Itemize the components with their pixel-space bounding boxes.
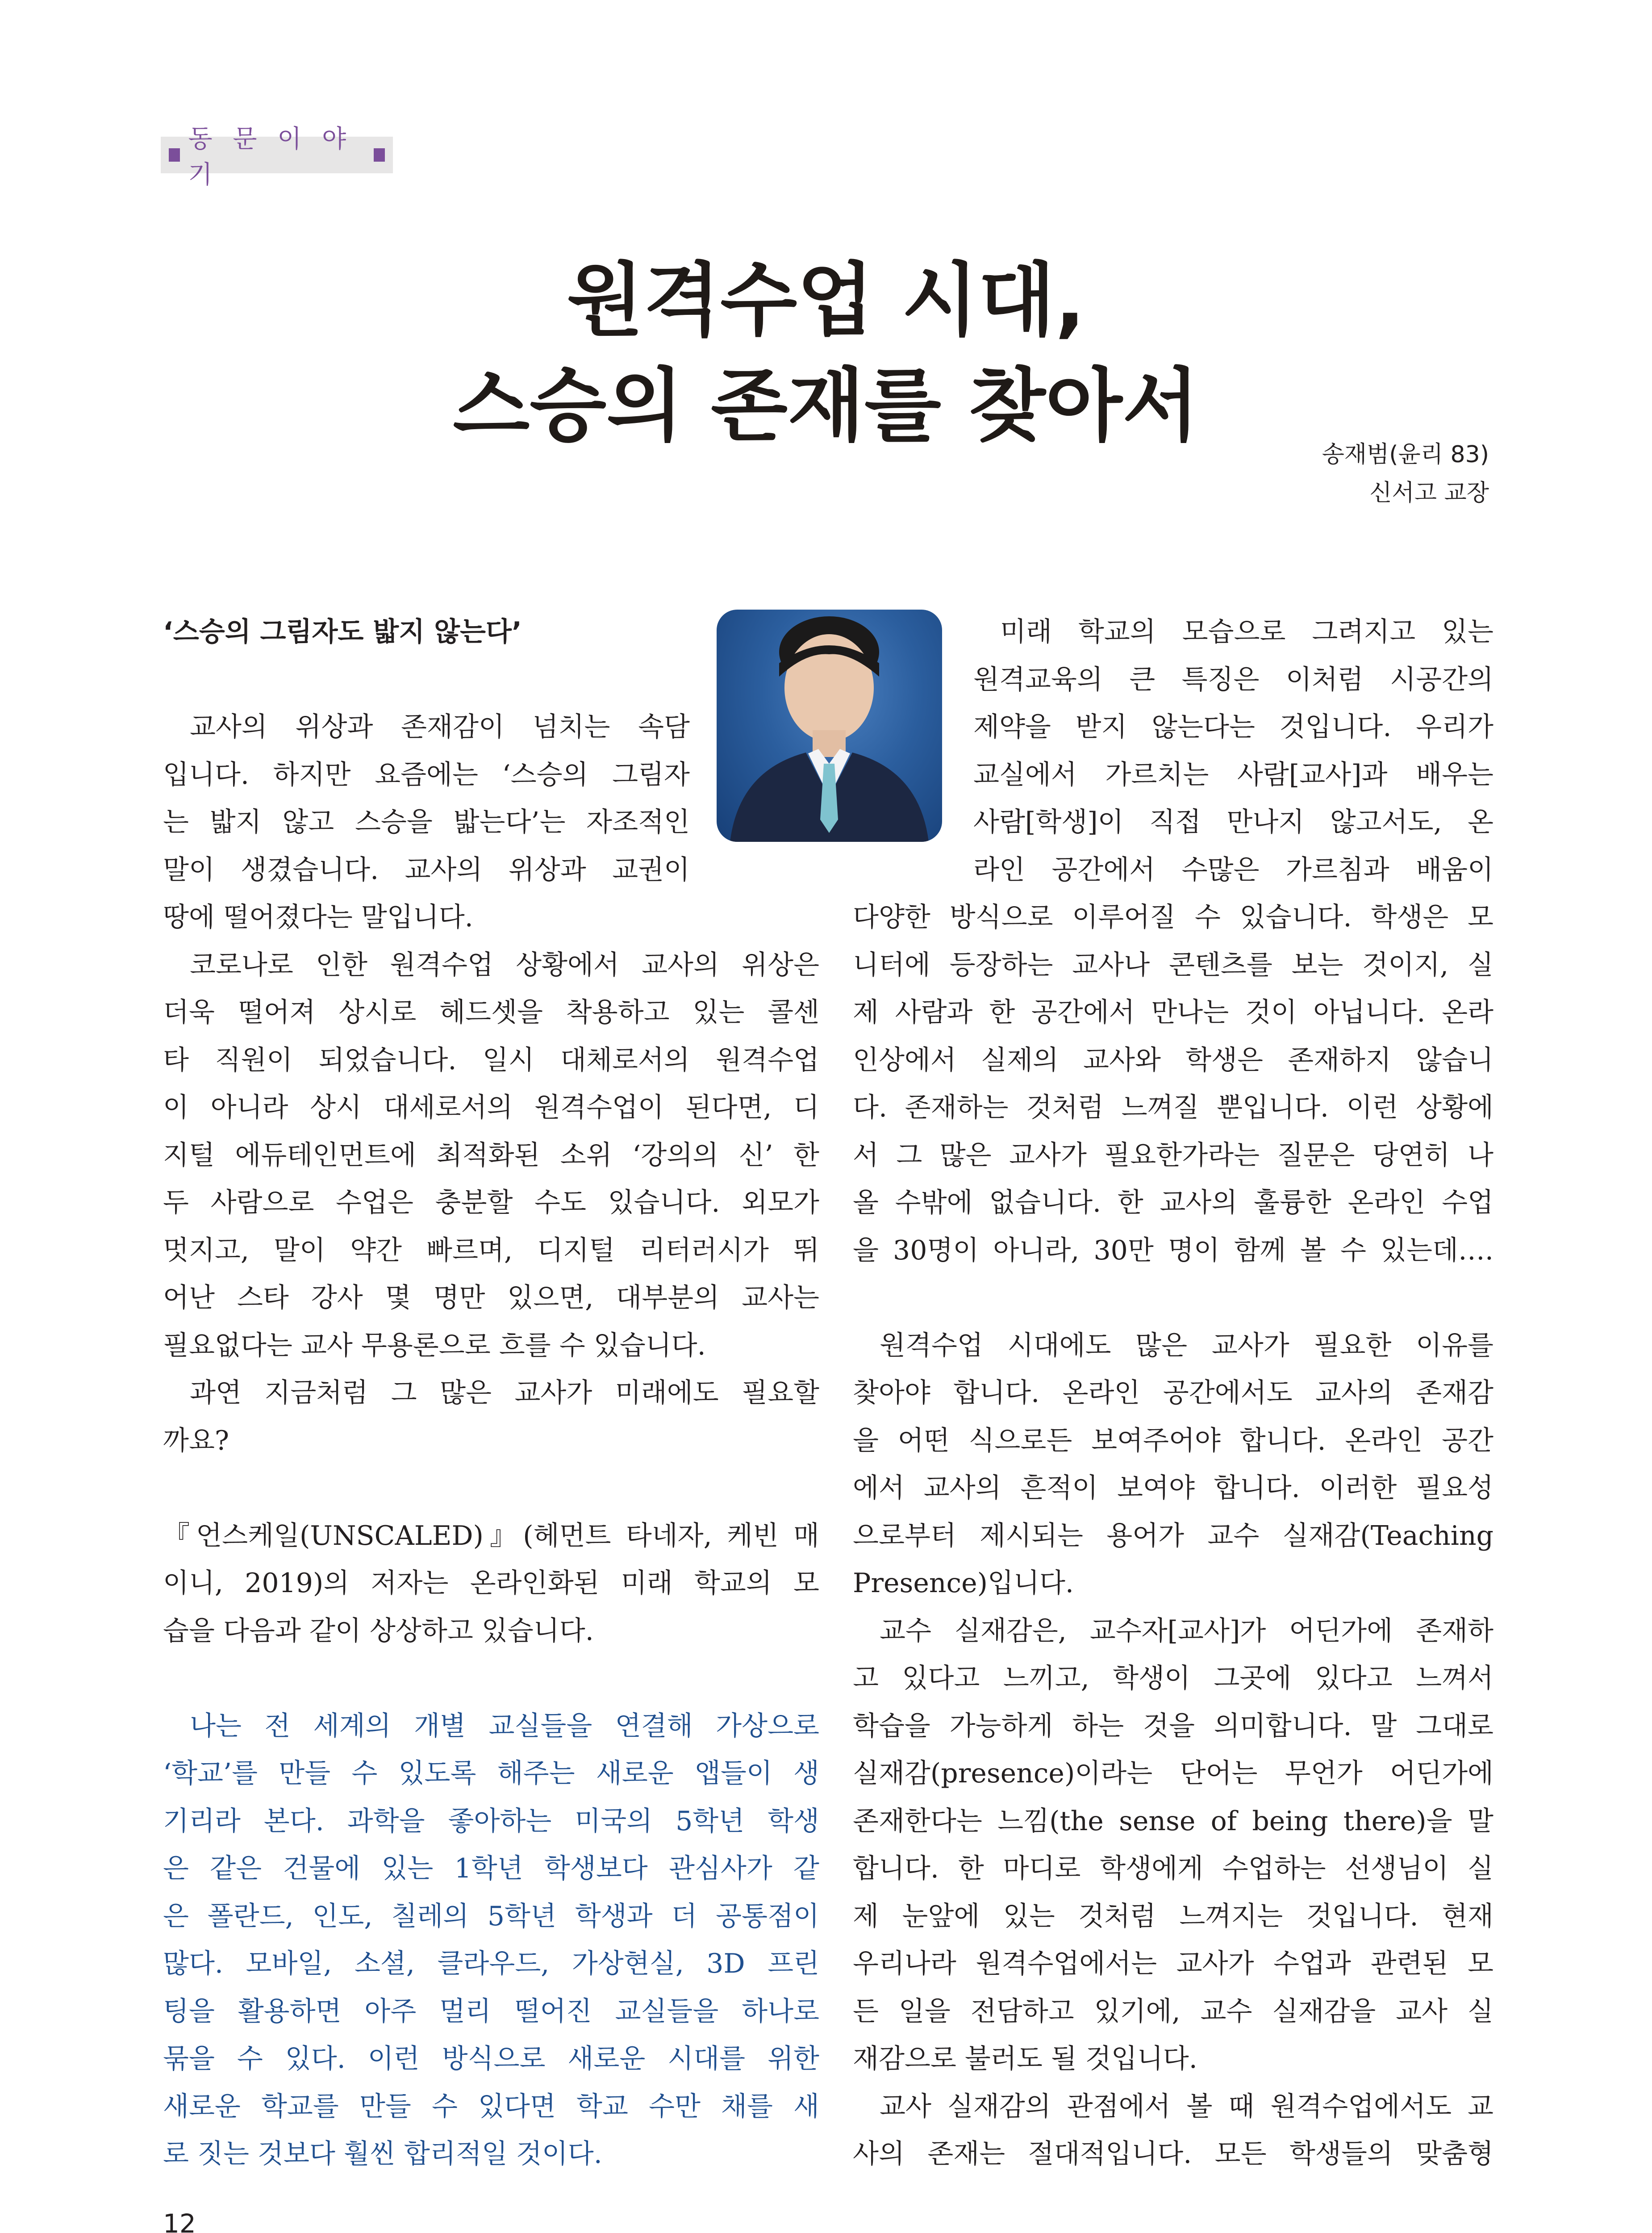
quote-line: 은 폴란드, 인도, 칠레의 5학년 학생과 더 공통점이 xyxy=(163,1900,819,1932)
text-line: 에서 교사의 흔적이 보여야 합니다. 이러한 필요성 xyxy=(853,1472,1493,1504)
text-line: 는 밟지 않고 스승을 밟는다’는 자조적인 xyxy=(163,807,690,838)
text-line: 사람[학생]이 직접 만나지 않고서도, 온 xyxy=(973,807,1493,838)
text-line: 이 아니라 상시 대세로서의 원격수업이 된다면, 디 xyxy=(163,1092,819,1123)
left-column xyxy=(163,608,819,2178)
quote-line: 새로운 학교를 만들 수 있다면 학교 수만 채를 새 xyxy=(163,2091,819,2122)
text-line: 『언스케일(UNSCALED)』(헤먼트 타네자, 케빈 매 xyxy=(163,1520,819,1551)
text-line: 땅에 떨어졌다는 말입니다. xyxy=(163,902,473,933)
spacer xyxy=(853,1274,1493,1322)
text-line: 제 눈앞에 있는 것처럼 느껴지는 것입니다. 현재 xyxy=(853,1900,1493,1932)
text-line: 멋지고, 말이 약간 빠르며, 디지털 리터러시가 뛰 xyxy=(163,1234,819,1266)
text-line: 더욱 떨어져 상시로 헤드셋을 착용하고 있는 콜센 xyxy=(163,997,819,1028)
square-bullet-icon xyxy=(169,148,180,162)
text-line: 다. 존재하는 것처럼 느껴질 뿐입니다. 이런 상황에 xyxy=(853,1092,1493,1123)
text-line: 교수 실재감은, 교수자[교사]가 어딘가에 존재하 xyxy=(880,1615,1493,1647)
text-line: 제 사람과 한 공간에서 만나는 것이 아닙니다. 온라 xyxy=(853,997,1493,1028)
quote-line: 은 같은 건물에 있는 1학년 학생보다 관심사가 같 xyxy=(163,1853,819,1884)
text-line: 과연 지금처럼 그 많은 교사가 미래에도 필요할 xyxy=(190,1377,819,1409)
quote-line: 팅을 활용하면 아주 멀리 떨어진 교실들을 하나로 xyxy=(163,1995,819,2027)
text-line: 합니다. 한 마디로 학생에게 수업하는 선생님이 실 xyxy=(853,1853,1493,1884)
text-line: 타 직원이 되었습니다. 일시 대체로서의 원격수업 xyxy=(163,1044,819,1076)
page-number: 12 xyxy=(163,2208,196,2233)
text-line: 을 30명이 아니라, 30만 명이 함께 볼 수 있는데…. xyxy=(853,1234,1493,1266)
text-line: 서 그 많은 교사가 필요한가라는 질문은 당연히 나 xyxy=(853,1139,1493,1171)
subheading: ‘스승의 그림자도 밟지 않는다’ xyxy=(163,616,522,648)
spacer xyxy=(163,656,819,704)
quote-line: ‘학교’를 만들 수 있도록 해주는 새로운 앱들이 생 xyxy=(163,1758,819,1789)
text-line: 코로나로 인한 원격수업 상황에서 교사의 위상은 xyxy=(190,949,819,981)
quote-line: 로 짓는 것보다 훨씬 합리적일 것이다. xyxy=(163,2138,602,2170)
text-line: 교사의 위상과 존재감이 넘치는 속담 xyxy=(190,711,690,743)
author-position: 신서고 교장 xyxy=(1369,480,1489,506)
spacer xyxy=(163,1464,819,1512)
text-line: 미래 학교의 모습으로 그려지고 있는 xyxy=(1000,616,1493,648)
quote-line: 묶을 수 있다. 이런 방식으로 새로운 시대를 위한 xyxy=(163,2043,819,2074)
square-bullet-icon xyxy=(374,148,385,162)
text-line: 습을 다음과 같이 상상하고 있습니다. xyxy=(163,1615,594,1647)
text-line: 존재한다는 느낌(the sense of being there)을 말 xyxy=(853,1805,1493,1837)
byline xyxy=(1322,435,1489,512)
text-line: 으로부터 제시되는 용어가 교수 실재감(Teaching xyxy=(853,1520,1493,1551)
text-line: 올 수밖에 없습니다. 한 교사의 훌륭한 온라인 수업 xyxy=(853,1187,1493,1218)
text-line: 니터에 등장하는 교사나 콘텐츠를 보는 것이지, 실 xyxy=(853,949,1493,981)
text-line: 이니, 2019)의 저자는 온라인화된 미래 학교의 모 xyxy=(163,1568,819,1599)
quote-line: 기리라 본다. 과학을 좋아하는 미국의 5학년 학생 xyxy=(163,1805,819,1837)
text-line: 든 일을 전담하고 있기에, 교수 실재감을 교사 실 xyxy=(853,1995,1493,2027)
text-line: 사의 존재는 절대적입니다. 모든 학생들의 맞춤형 xyxy=(853,2138,1493,2170)
text-line: 학습을 가능하게 하는 것을 의미합니다. 말 그대로 xyxy=(853,1710,1493,1742)
text-line: 라인 공간에서 수많은 가르침과 배움이 xyxy=(973,854,1493,886)
text-line: 우리나라 원격수업에서는 교사가 수업과 관련된 모 xyxy=(853,1948,1493,1979)
text-line: 원격교육의 큰 특징은 이처럼 시공간의 xyxy=(973,664,1493,695)
article-title xyxy=(268,248,1384,459)
text-line: 입니다. 하지만 요즘에는 ‘스승의 그림자 xyxy=(163,759,690,790)
author-name: 송재범(윤리 83) xyxy=(1322,441,1489,468)
text-line: 고 있다고 느끼고, 학생이 그곳에 있다고 느껴서 xyxy=(853,1663,1493,1694)
text-line: 원격수업 시대에도 많은 교사가 필요한 이유를 xyxy=(880,1330,1493,1361)
quote-line: 나는 전 세계의 개별 교실들을 연결해 가상으로 xyxy=(190,1710,819,1742)
text-line: 찾아야 합니다. 온라인 공간에서도 교사의 존재감 xyxy=(853,1377,1493,1409)
text-line: 까요? xyxy=(163,1425,229,1456)
text-line: 두 사람으로 수업은 충분할 수도 있습니다. 외모가 xyxy=(163,1187,819,1218)
text-line: 말이 생겼습니다. 교사의 위상과 교권이 xyxy=(163,854,690,886)
text-line: Presence)입니다. xyxy=(853,1568,1074,1599)
title-line-2: 스승의 존재를 찾아서 xyxy=(453,360,1199,452)
text-line: 어난 스타 강사 몇 명만 있으면, 대부분의 교사는 xyxy=(163,1282,819,1313)
section-tag xyxy=(161,125,393,189)
text-line: 을 어떤 식으로든 보여주어야 합니다. 온라인 공간 xyxy=(853,1425,1493,1456)
text-line: 다양한 방식으로 이루어질 수 있습니다. 학생은 모 xyxy=(853,902,1493,933)
spacer xyxy=(163,1655,819,1702)
text-line: 인상에서 실제의 교사와 학생은 존재하지 않습니 xyxy=(853,1044,1493,1076)
text-line: 필요없다는 교사 무용론으로 흐를 수 있습니다. xyxy=(163,1330,706,1361)
right-column xyxy=(853,608,1493,2178)
text-line: 지털 에듀테인먼트에 최적화된 소위 ‘강의의 신’ 한 xyxy=(163,1139,819,1171)
quote-line: 많다. 모바일, 소셜, 클라우드, 가상현실, 3D 프린 xyxy=(163,1948,819,1979)
section-tag-label: 동 문 이 야 기 xyxy=(188,125,353,189)
title-line-1: 원격수업 시대, xyxy=(567,254,1085,347)
text-line: 제약을 받지 않는다는 것입니다. 우리가 xyxy=(973,711,1493,743)
text-line: 교실에서 가르치는 사람[교사]과 배우는 xyxy=(973,759,1493,790)
text-line: 실재감(presence)이라는 단어는 무언가 어딘가에 xyxy=(853,1758,1493,1789)
text-line: 교사 실재감의 관점에서 볼 때 원격수업에서도 교 xyxy=(880,2091,1493,2122)
text-line: 재감으로 불러도 될 것입니다. xyxy=(853,2043,1197,2074)
